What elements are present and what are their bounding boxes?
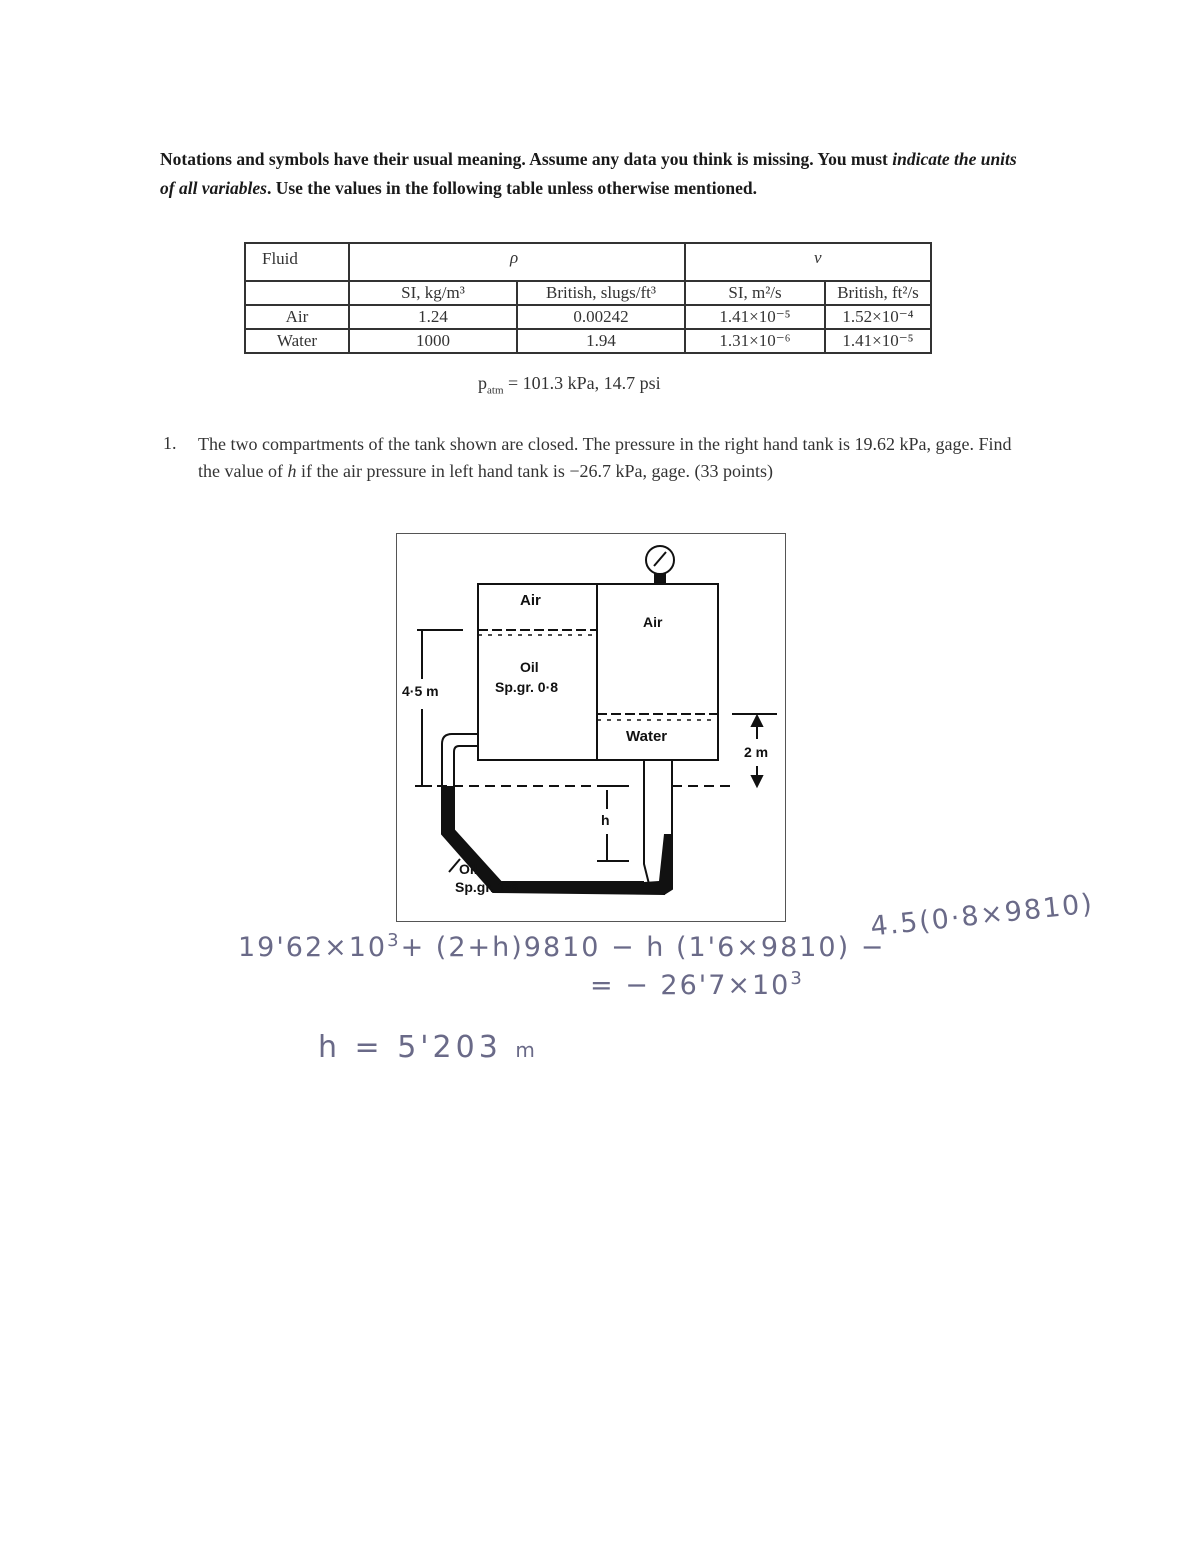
patm-symbol: p — [478, 373, 487, 393]
instructions-part2: . Use the values in the following table unless otherwise mentioned. — [266, 178, 757, 198]
air-right-label: Air — [643, 614, 663, 630]
tank-diagram — [396, 533, 786, 922]
handwritten-solution: h = 5'203 m — [318, 1030, 539, 1065]
table-row — [245, 305, 931, 329]
table-header-row — [245, 243, 931, 281]
unit-si-density: SI, kg/m³ — [349, 281, 517, 305]
fluid-header: Fluid — [245, 243, 349, 281]
table-cell: 1000 — [349, 329, 517, 353]
atmospheric-pressure-note — [478, 373, 661, 397]
patm-subscript: atm — [487, 384, 504, 397]
question-text: The two compartments of the tank shown are closed. The pressure in the right hand tank is 19.62 kPa, gage. Find the value of h if the air pressure in left hand tank is −26.7 kPa, gage. (33 points) — [198, 434, 1012, 481]
air-left-label: Air — [520, 592, 541, 609]
unit-si-viscosity: SI, m²/s — [685, 281, 825, 305]
table-cell: 1.52×10⁻⁴ — [825, 305, 931, 329]
units-blank-cell — [245, 281, 349, 305]
instructions-paragraph — [160, 145, 1020, 203]
table-units-row — [245, 281, 931, 305]
instructions-part1: Notations and symbols have their usual meaning. Assume any data you think is missing. You must — [160, 149, 893, 169]
question-variable: h — [287, 461, 297, 481]
fluid-name: Air — [245, 305, 349, 329]
oil-top-label: Oil — [520, 659, 539, 675]
fluid-properties-table — [244, 242, 932, 354]
unit-british-density: British, slugs/ft³ — [517, 281, 685, 305]
question-number: 1. — [163, 433, 177, 453]
dim-h-label: h — [601, 812, 610, 828]
table-cell: 1.31×10⁻⁶ — [685, 329, 825, 353]
fluid-name: Water — [245, 329, 349, 353]
handwritten-equation-line1: $19'62\times 10^3+ (2+h)9810 - h$ (1'6×9810) − — [238, 930, 886, 963]
oil-bottom-label: Oil — [459, 861, 478, 877]
instructions-emphasis: indicate the units of all variables — [160, 149, 1017, 198]
water-label: Water — [626, 728, 668, 745]
density-symbol: ρ — [349, 243, 685, 281]
tank-diagram-drawing — [397, 534, 785, 921]
table-row — [245, 329, 931, 353]
handwritten-equation-term: 4.5(0·8×9810) — [868, 888, 1096, 943]
viscosity-symbol: ν — [685, 243, 931, 281]
unit-british-viscosity: British, ft²/s — [825, 281, 931, 305]
oil-top-sg-label: Sp.gr. 0·8 — [495, 679, 559, 695]
table-cell: 0.00242 — [517, 305, 685, 329]
dim-left-label: 4·5 m — [402, 683, 439, 699]
patm-value: = 101.3 kPa, 14.7 psi — [503, 373, 661, 393]
table-cell: 1.41×10⁻⁵ — [825, 329, 931, 353]
handwritten-equation-line2: = − $26'7\times 10^3$ — [590, 968, 804, 1001]
table-cell: 1.94 — [517, 329, 685, 353]
table-cell: 1.24 — [349, 305, 517, 329]
oil-bottom-sg-label: Sp.gr. 1·6 — [455, 879, 519, 895]
dim-right-label: 2 m — [744, 744, 769, 760]
table-cell: 1.41×10⁻⁵ — [685, 305, 825, 329]
